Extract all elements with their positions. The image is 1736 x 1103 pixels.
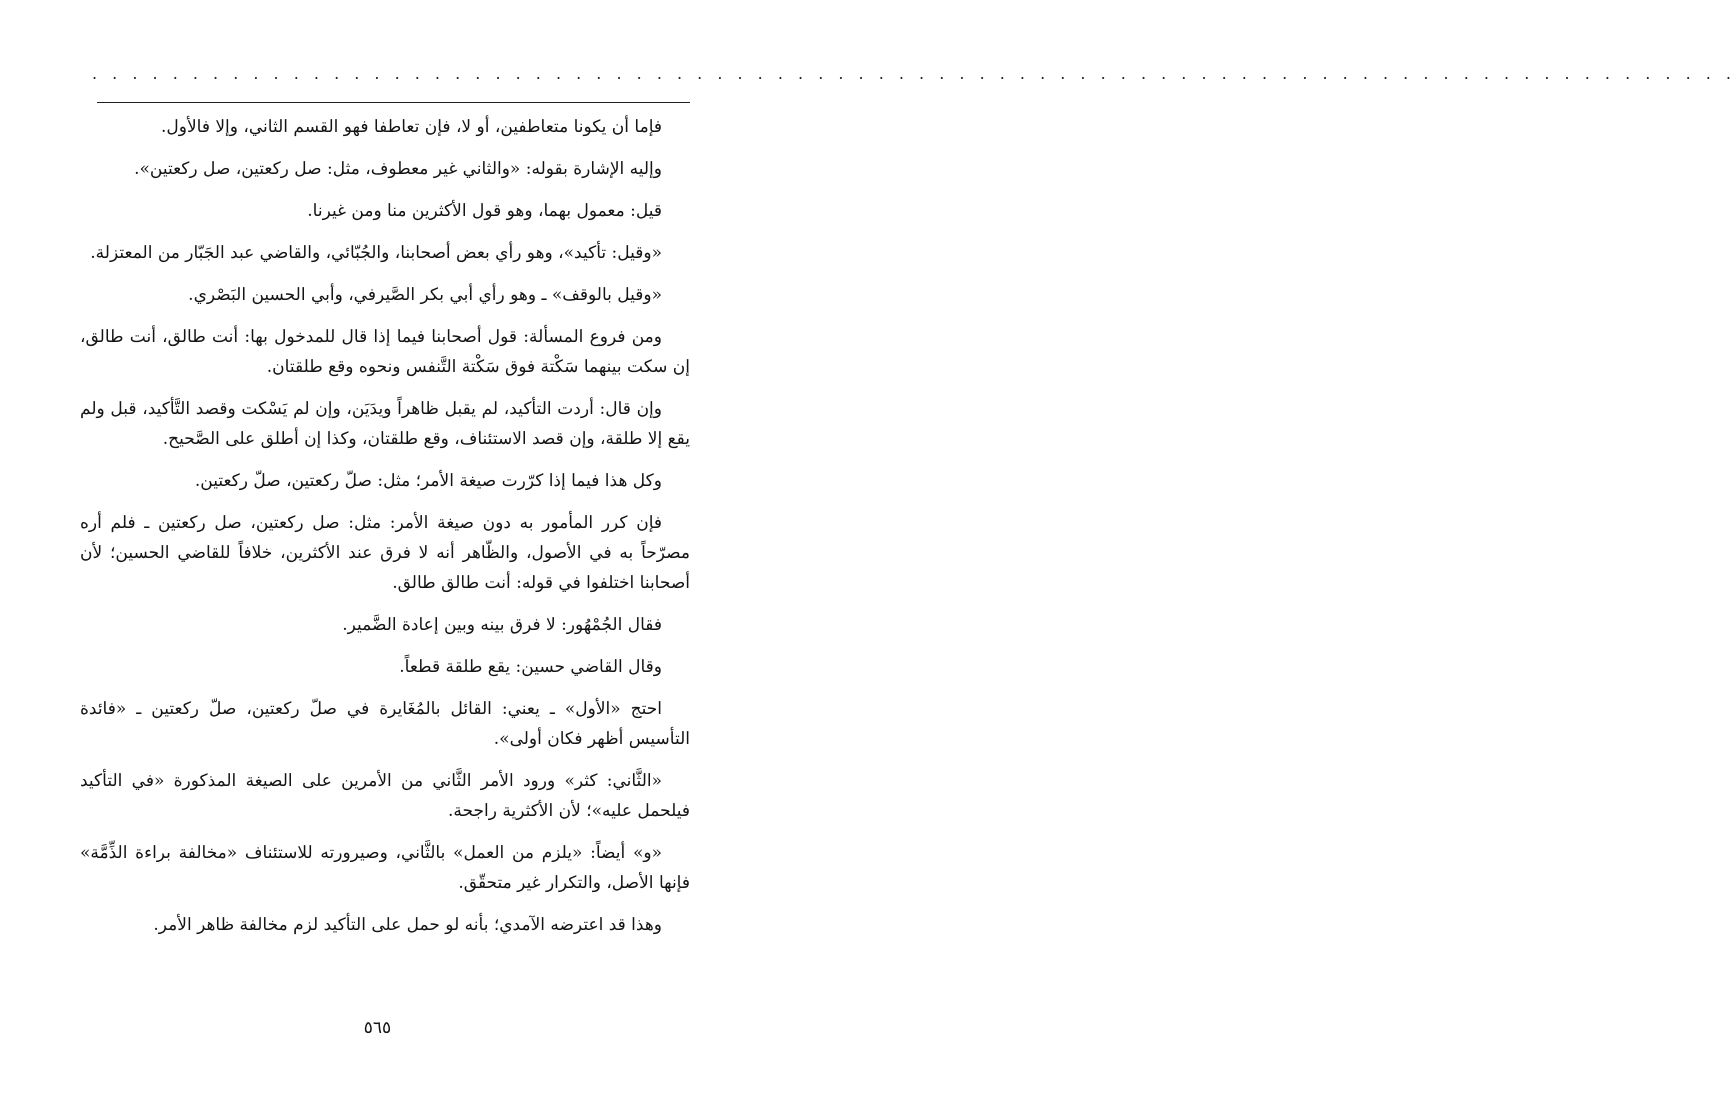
paragraph: وكل هذا فيما إذا كرّرت صيغة الأمر؛ مثل: صلّ ركعتين، صلّ ركعتين. [194,471,662,491]
paragraph: قيل: معمول بهما، وهو قول الأكثرين منا ومن غيرنا. [307,201,662,221]
paragraph: وهذا قد اعترضه الآمدي؛ بأنه لو حمل على التأكيد لزم مخالفة ظاهر الأمر. [153,915,662,935]
paragraph: فإن كرر المأمور به دون صيغة الأمر: مثل: صل ركعتين، صل ركعتين ـ فلم أره مصرّحاً به في الأصول، والظّاهر أنه لا فرق عند الأكثرين، خلافاً للقاضي الحسين؛ لأن أصحابنا اختلفوا في قوله: أنت طالق طالق. [80,513,690,593]
paragraph: احتج «الأول» ـ يعني: القائل بالمُغَايرة في صلّ ركعتين، صلّ ركعتين ـ «فائدة التأسيس أظهر فكان أولى». [80,699,690,749]
paragraph: وقال القاضي حسين: يقع طلقة قطعاً. [399,657,662,677]
header-rule [97,102,690,103]
header-dotted-line: . . . . . . . . . . . . . . . . . . . . . . . . . . . . . . . . . . . . . . . . . . . . . . . . . . . . . . . . . . . . . . . . . . . . . . . . . . . . . . . . . . [92,64,1736,83]
page-body [80,112,690,952]
page-number: ٥٦٥ [363,1018,392,1038]
paragraph: «و» أيضاً: «يلزم من العمل» بالثَّاني، وصيرورته للاستئناف «مخالفة براءة الذِّمَّة» فإنها الأصل، والتكرار غير متحقّق. [80,843,690,893]
paragraph: «الثَّاني: كثر» ورود الأمر الثَّاني من الأمرين على الصيغة المذكورة «في التأكيد فيلحمل عليه»؛ لأن الأكثرية راجحة. [80,771,690,821]
paragraph: فقال الجُمْهُور: لا فرق بينه وبين إعادة الضَّمير. [342,615,662,635]
paragraph: ومن فروع المسألة: قول أصحابنا فيما إذا قال للمدخول بها: أنت طالق، أنت طالق، إن سكت بينهما سَكْتة فوق سَكْتة التَّنفس ونحوه وقع طلقتان. [80,327,690,377]
paragraph: «وقيل: تأكيد»، وهو رأي بعض أصحابنا، والجُبّائي، والقاضي عبد الجَبّار من المعتزلة. [90,243,662,263]
paragraph: وإليه الإشارة بقوله: «والثاني غير معطوف، مثل: صل ركعتين، صل ركعتين». [134,159,662,179]
paragraph: وإن قال: أردت التأكيد، لم يقبل ظاهراً ويدَيَن، وإن لم يَسْكت وقصد التَّأكيد، قبل ولم يقع إلا طلقة، وإن قصد الاستئناف، وقع طلقتان، وكذا إن أطلق على الصَّحيح. [80,399,690,449]
paragraph: «وقيل بالوقف» ـ وهو رأي أبي بكر الصَّيرفي، وأبي الحسين البَصْري. [188,285,662,305]
paragraph: فإما أن يكونا متعاطفين، أو لا، فإن تعاطفا فهو القسم الثاني، وإلا فالأول. [160,117,662,137]
